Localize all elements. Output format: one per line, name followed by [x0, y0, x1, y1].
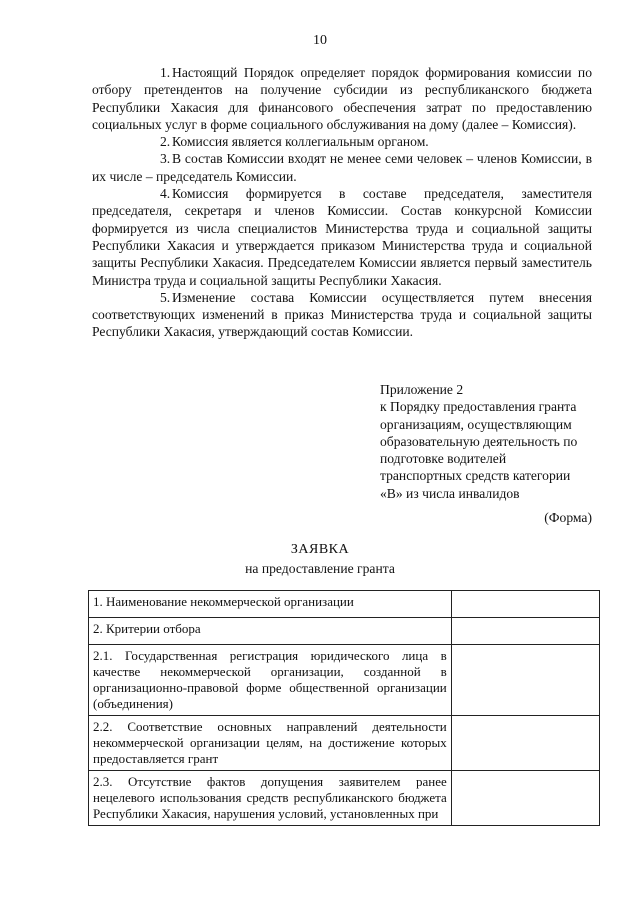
- paragraph-text: В состав Комиссии входят не менее семи человек – членов Комиссии, в их числе – председатель Комиссии.: [92, 151, 592, 184]
- appendix-line: Приложение 2: [380, 382, 464, 397]
- form-label: (Форма): [544, 510, 592, 525]
- appendix-line: образовательную деятельность по: [380, 433, 578, 449]
- paragraph-5: [92, 289, 592, 341]
- criterion-label: 1. Наименование некоммерческой организации: [89, 591, 452, 618]
- appendix-line: к Порядку предоставления гранта: [380, 399, 577, 415]
- appendix-line: транспортных средств категории: [380, 468, 571, 484]
- table-row: [89, 771, 600, 826]
- paragraph-text: Комиссия формируется в составе председателя, заместителя председателя, секретаря и членов Комиссии. Состав конкурсной Комиссии формируется из числа специалистов Министерства труда и социальной защиты Республики Хакасия и утверждается приказом Министерства труда и социальной защиты Республики Хакасия. Председателем Комиссии является первый заместитель Министра труда и социальной защиты Республики Хакасия.: [92, 186, 592, 288]
- criterion-label: 2.3. Отсутствие фактов допущения заявителем ранее нецелевого использования средств республиканского бюджета Республики Хакасия, нарушения условий, установленных при: [89, 771, 452, 826]
- appendix-line: организациям, осуществляющим: [380, 416, 572, 432]
- table-row: [89, 716, 600, 771]
- criterion-value[interactable]: [451, 771, 599, 826]
- paragraph-number: 1.: [160, 65, 171, 80]
- paragraph-3: [92, 150, 592, 185]
- paragraph-number: 5.: [160, 289, 171, 305]
- application-subtitle: на предоставление гранта: [245, 561, 395, 576]
- application-title: ЗАЯВКА: [290, 542, 350, 557]
- criterion-value[interactable]: [451, 645, 599, 716]
- paragraph-text: Комиссия является коллегиальным органом.: [172, 134, 429, 150]
- criterion-label: 2. Критерии отбора: [89, 618, 452, 645]
- criterion-label: 2.1. Государственная регистрация юридического лица в качестве некоммерческой организации, созданной в организационно-правовой форме общественной организации (объединения): [89, 645, 452, 716]
- appendix-line: подготовке водителей: [380, 451, 507, 467]
- paragraph-1: [92, 64, 592, 133]
- table-row: [89, 591, 600, 618]
- paragraph-text: Изменение состава Комиссии осуществляется путем внесения соответствующих изменений в приказ Министерства труда и социальной защиты Республики Хакасия, утверждающий состав Комиссии.: [92, 289, 592, 340]
- criterion-value[interactable]: [451, 716, 599, 771]
- paragraph-2: [92, 133, 592, 150]
- paragraph-number: 4.: [160, 186, 171, 202]
- appendix-reference: [380, 381, 600, 502]
- criterion-value[interactable]: [451, 618, 599, 645]
- application-table: [88, 590, 600, 826]
- paragraph-text: Настоящий Порядок определяет порядок формирования комиссии по отбору претендентов на получение субсидии из республиканского бюджета Республики Хакасия для финансового обеспечения затрат по предоставлению социальных услуг в форме социального обслуживания на дому (далее – Комиссия).: [92, 65, 592, 132]
- table-row: [89, 645, 600, 716]
- criterion-value[interactable]: [451, 591, 599, 618]
- paragraph-number: 2.: [160, 134, 171, 150]
- appendix-line: «В» из числа инвалидов: [380, 485, 520, 501]
- page-number: 10: [313, 33, 327, 48]
- order-paragraphs: [92, 64, 592, 341]
- paragraph-4: [92, 185, 592, 289]
- criterion-label: 2.2. Соответствие основных направлений деятельности некоммерческой организации целям, на достижение которых предоставляется грант: [89, 716, 452, 771]
- paragraph-number: 3.: [160, 151, 171, 167]
- table-row: [89, 618, 600, 645]
